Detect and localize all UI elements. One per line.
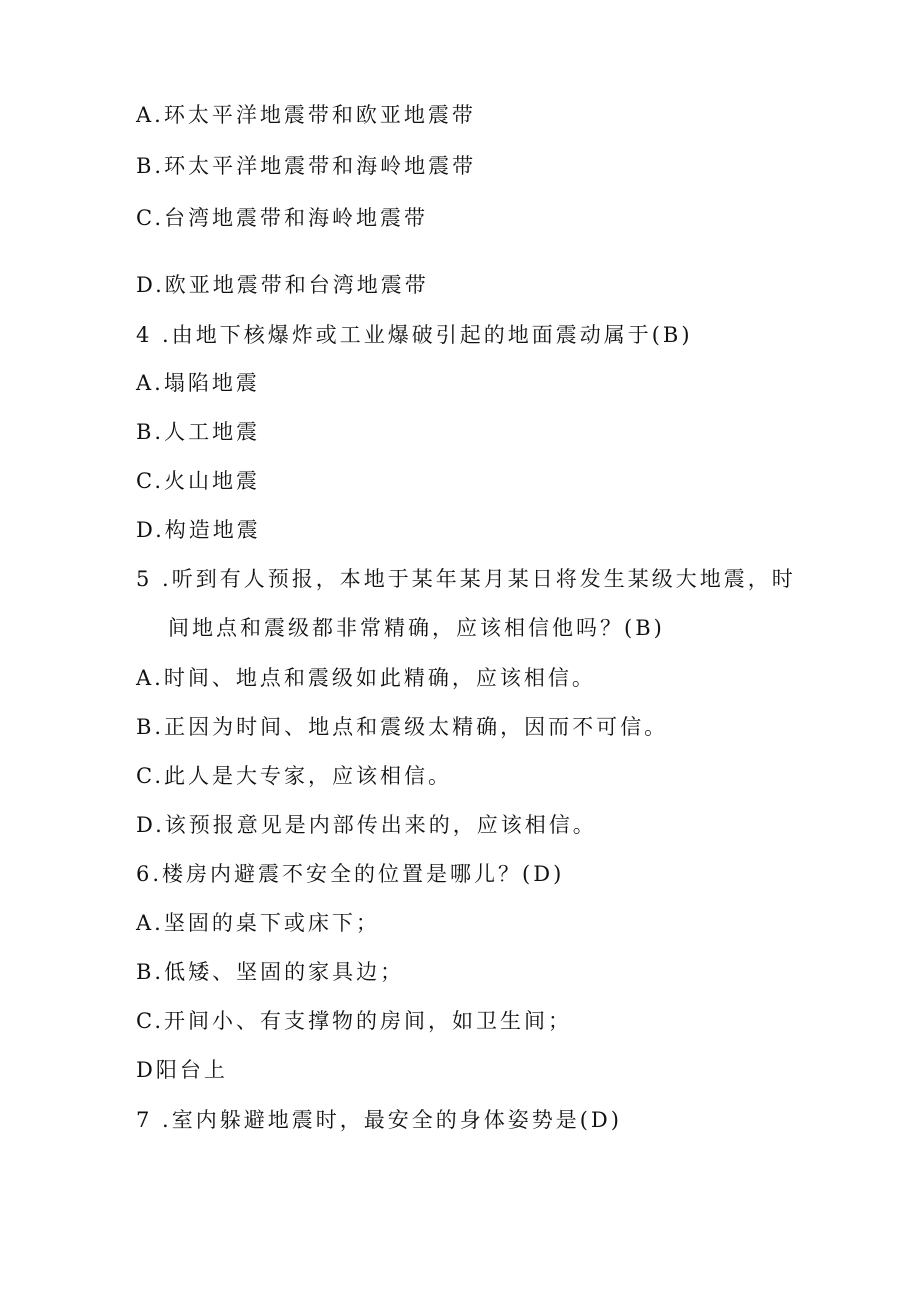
option-b-q4: B.人工地震 [136, 420, 261, 444]
option-a-q6: A.坚固的桌下或床下； [136, 911, 380, 935]
option-d-q5: D.该预报意见是内部传出来的，应该相信。 [136, 813, 597, 837]
option-c-q5: C.此人是大专家，应该相信。 [136, 764, 452, 788]
question-5-continued: 间地点和震级都非常精确，应该相信他吗？(B) [168, 616, 665, 640]
option-a-q5: A.时间、地点和震级如此精确，应该相信。 [136, 666, 596, 690]
option-d-q4: D.构造地震 [136, 518, 261, 542]
option-b-q5: B.正因为时间、地点和震级太精确，因而不可信。 [136, 715, 669, 739]
question-4: 4 .由地下核爆炸或工业爆破引起的地面震动属于(B) [136, 323, 693, 347]
option-a-q3: A.环太平洋地震带和欧亚地震带 [136, 103, 476, 127]
option-c-q3: C.台湾地震带和海岭地震带 [136, 206, 428, 230]
option-a-q4: A.塌陷地震 [136, 371, 260, 395]
option-c-q4: C.火山地震 [136, 469, 260, 493]
option-b-q6: B.低矮、坚固的家具边； [136, 960, 405, 984]
question-7: 7 .室内躲避地震时，最安全的身体姿势是(D) [136, 1108, 622, 1132]
question-5: 5 .听到有人预报，本地于某年某月某日将发生某级大地震，时 [136, 567, 796, 591]
question-6: 6.楼房内避震不安全的位置是哪儿？(D) [136, 862, 565, 886]
option-c-q6: C.开间小、有支撑物的房间，如卫生间； [136, 1009, 572, 1033]
option-b-q3: B.环太平洋地震带和海岭地震带 [136, 154, 477, 178]
option-d-q6: D阳台上 [136, 1058, 228, 1082]
option-d-q3: D.欧亚地震带和台湾地震带 [136, 273, 429, 297]
